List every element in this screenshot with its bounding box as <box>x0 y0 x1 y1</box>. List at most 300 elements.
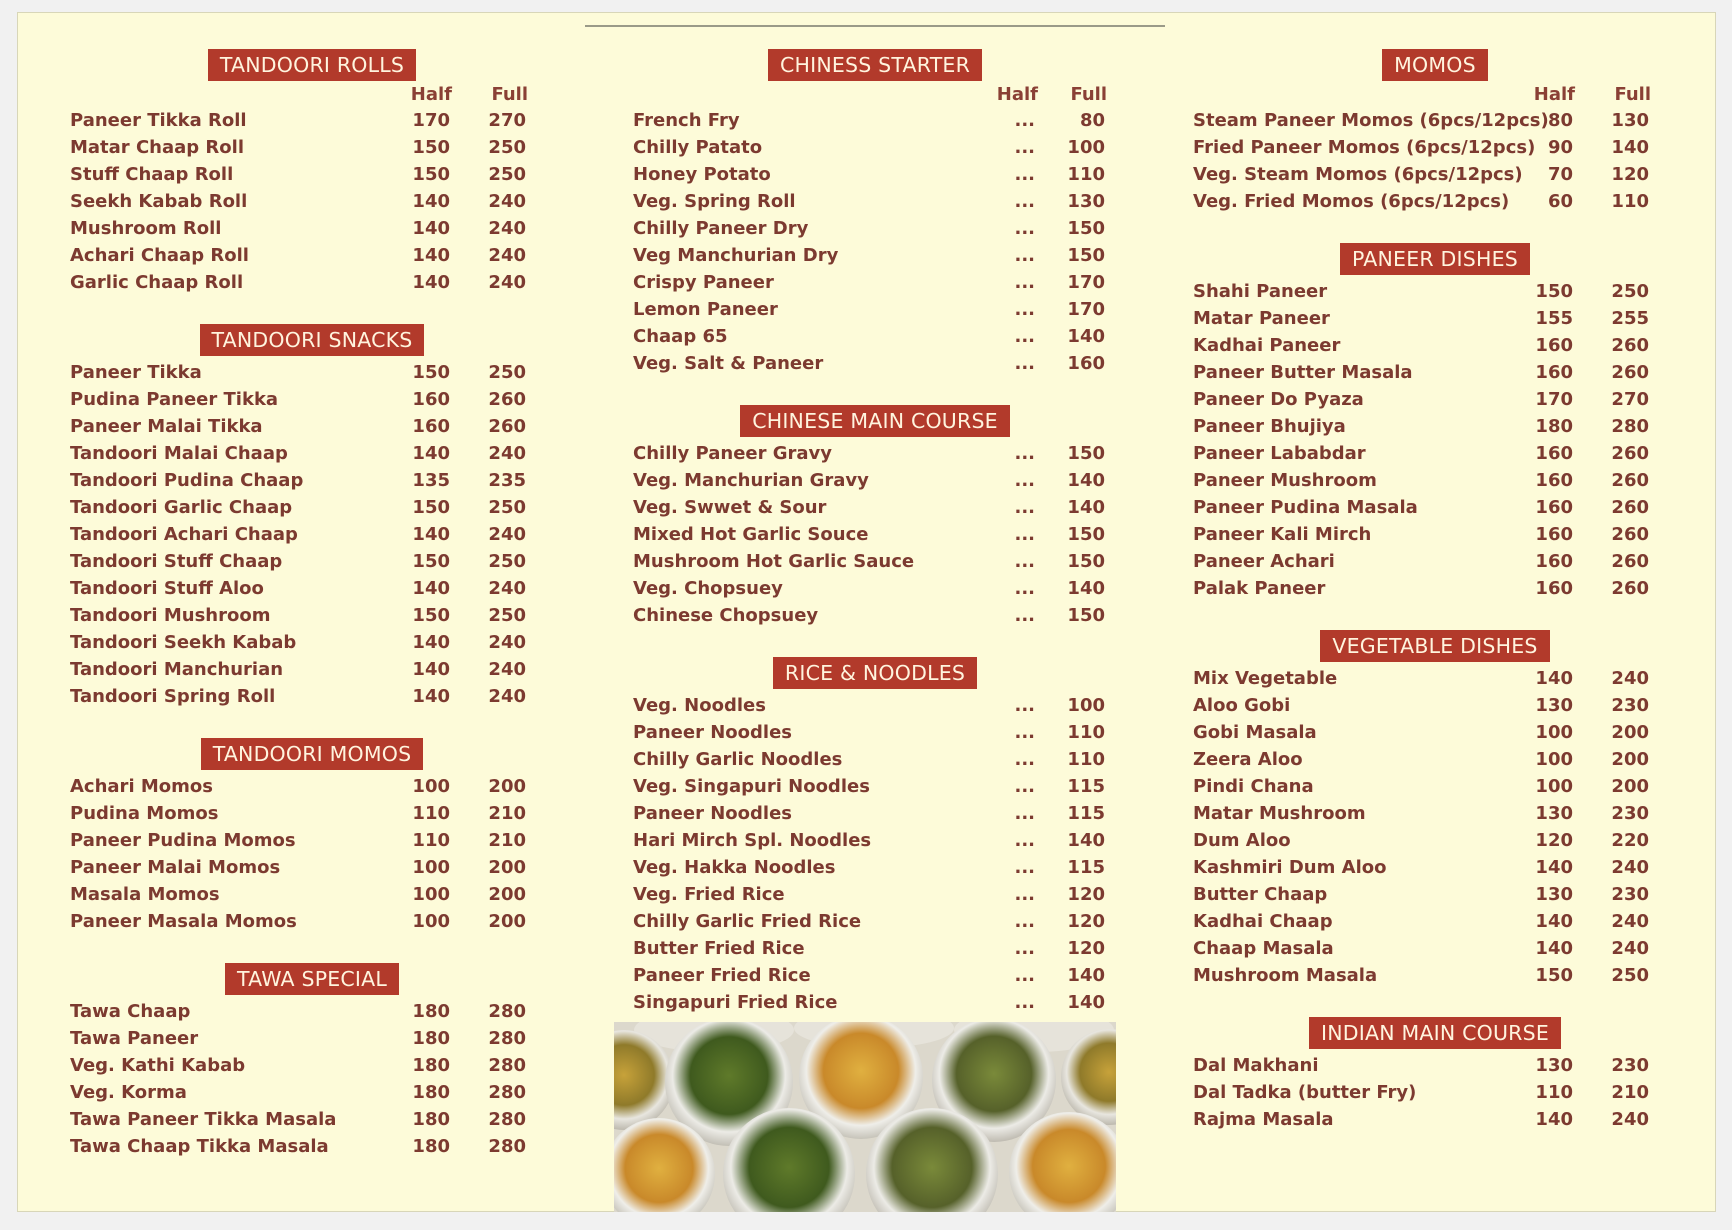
item-name: Garlic Chaap Roll <box>70 272 244 293</box>
menu-item <box>1175 440 1695 467</box>
menu-item <box>615 854 1135 881</box>
menu-item <box>615 602 1135 629</box>
item-name: Veg. Salt & Paneer <box>633 353 824 374</box>
half-price: 180 <box>412 1028 450 1049</box>
full-price: 100 <box>1067 695 1105 716</box>
item-name: Tandoori Manchurian <box>70 659 284 680</box>
half-price: 155 <box>1535 308 1573 329</box>
item-name: Veg. Manchurian Gravy <box>633 470 869 491</box>
half-price: ... <box>1014 578 1035 599</box>
menu-item <box>615 719 1135 746</box>
menu-item <box>615 296 1135 323</box>
half-header: Half <box>410 84 452 105</box>
menu-item <box>615 467 1135 494</box>
item-name: Matar Chaap Roll <box>70 137 244 158</box>
full-price: 140 <box>1067 965 1105 986</box>
menu-item <box>1175 386 1695 413</box>
full-price: 255 <box>1611 308 1649 329</box>
full-price: 150 <box>1067 218 1105 239</box>
menu-item <box>1175 548 1695 575</box>
menu-item <box>52 548 572 575</box>
item-name: Paneer Bhujiya <box>1193 416 1346 437</box>
food-bowls-image <box>614 1022 1116 1212</box>
menu-item <box>1175 134 1695 161</box>
menu-column-middle <box>615 49 1135 1016</box>
half-price: 110 <box>412 830 450 851</box>
full-price: 260 <box>1611 578 1649 599</box>
section-gap <box>52 296 572 324</box>
full-price: 120 <box>1611 164 1649 185</box>
menu-item <box>1175 521 1695 548</box>
half-price: 170 <box>412 110 450 131</box>
item-name: Chilly Paneer Dry <box>633 218 809 239</box>
item-name: Aloo Gobi <box>1193 695 1291 716</box>
section-title: PANEER DISHES <box>1340 243 1530 275</box>
full-price: 280 <box>488 1028 526 1049</box>
item-name: Tawa Paneer Tikka Masala <box>70 1109 337 1130</box>
full-price: 110 <box>1611 191 1649 212</box>
full-price: 240 <box>488 245 526 266</box>
menu-item <box>1175 188 1695 215</box>
half-price: 150 <box>1535 281 1573 302</box>
full-price: 130 <box>1067 191 1105 212</box>
menu-item <box>1175 107 1695 134</box>
menu-item <box>1175 467 1695 494</box>
item-name: Chaap Masala <box>1193 938 1334 959</box>
half-price: ... <box>1014 326 1035 347</box>
menu-item <box>1175 773 1695 800</box>
full-price: 110 <box>1067 164 1105 185</box>
item-name: Paneer Malai Momos <box>70 857 281 878</box>
full-price: 250 <box>1611 965 1649 986</box>
half-price: 160 <box>1535 551 1573 572</box>
full-price: 280 <box>488 1109 526 1130</box>
menu-item <box>615 908 1135 935</box>
half-price: 180 <box>412 1001 450 1022</box>
menu-item <box>1175 908 1695 935</box>
half-price: 130 <box>1535 1055 1573 1076</box>
full-price: 140 <box>1067 830 1105 851</box>
item-name: Honey Potato <box>633 164 771 185</box>
full-price: 110 <box>1067 749 1105 770</box>
section-rice-noodles <box>615 657 1135 1016</box>
full-price: 210 <box>488 803 526 824</box>
full-price: 240 <box>1611 857 1649 878</box>
item-name: Matar Mushroom <box>1193 803 1366 824</box>
item-name: Dal Makhani <box>1193 1055 1319 1076</box>
half-price: 150 <box>412 137 450 158</box>
full-price: 240 <box>488 632 526 653</box>
item-name: Mixed Hot Garlic Souce <box>633 524 869 545</box>
section-title-wrap <box>52 324 572 356</box>
half-price: 160 <box>1535 470 1573 491</box>
menu-item <box>52 440 572 467</box>
item-name: Tawa Chaap <box>70 1001 191 1022</box>
half-price: ... <box>1014 695 1035 716</box>
full-price: 170 <box>1067 299 1105 320</box>
full-price: 240 <box>488 578 526 599</box>
half-price: 100 <box>1535 722 1573 743</box>
full-price: 240 <box>1611 938 1649 959</box>
full-price: 270 <box>1611 389 1649 410</box>
section-title-wrap <box>1175 243 1695 275</box>
full-price: 240 <box>488 659 526 680</box>
menu-item <box>52 1079 572 1106</box>
item-name: Tandoori Mushroom <box>70 605 271 626</box>
half-price: 140 <box>412 632 450 653</box>
menu-item <box>52 1133 572 1160</box>
item-name: Chilly Garlic Noodles <box>633 749 843 770</box>
item-name: Dum Aloo <box>1193 830 1291 851</box>
menu-item <box>52 521 572 548</box>
half-price: 150 <box>412 605 450 626</box>
half-price: ... <box>1014 272 1035 293</box>
section-title: TAWA SPECIAL <box>225 963 399 995</box>
full-price: 240 <box>488 686 526 707</box>
full-price: 115 <box>1067 803 1105 824</box>
full-price: 280 <box>488 1001 526 1022</box>
item-name: Butter Fried Rice <box>633 938 805 959</box>
menu-item <box>615 107 1135 134</box>
full-price: 230 <box>1611 1055 1649 1076</box>
menu-item <box>52 1106 572 1133</box>
menu-item <box>1175 1106 1695 1133</box>
half-price: 160 <box>412 416 450 437</box>
half-price: 100 <box>412 776 450 797</box>
menu-item <box>52 413 572 440</box>
menu-column-right <box>1175 49 1695 1133</box>
menu-item <box>52 107 572 134</box>
full-price: 240 <box>488 524 526 545</box>
item-name: Paneer Noodles <box>633 803 793 824</box>
full-price: 240 <box>488 191 526 212</box>
menu-item <box>615 692 1135 719</box>
half-price: 100 <box>412 911 450 932</box>
full-price: 160 <box>1067 353 1105 374</box>
section-gap <box>52 710 572 738</box>
section-paneer-dishes <box>1175 243 1695 602</box>
menu-item <box>52 773 572 800</box>
half-price: ... <box>1014 353 1035 374</box>
menu-item <box>52 1052 572 1079</box>
half-price: 160 <box>1535 524 1573 545</box>
full-price: 250 <box>1611 281 1649 302</box>
full-price: 150 <box>1067 245 1105 266</box>
menu-item <box>1175 800 1695 827</box>
item-name: Lemon Paneer <box>633 299 778 320</box>
half-price: 130 <box>1535 884 1573 905</box>
item-name: Paneer Noodles <box>633 722 793 743</box>
section-title-wrap <box>615 49 1135 81</box>
full-price: 140 <box>1067 992 1105 1013</box>
menu-item <box>52 215 572 242</box>
menu-item <box>615 440 1135 467</box>
menu-item <box>1175 278 1695 305</box>
full-price: 140 <box>1067 497 1105 518</box>
item-name: Paneer Butter Masala <box>1193 362 1413 383</box>
full-price: 220 <box>1611 830 1649 851</box>
item-name: Mushroom Roll <box>70 218 222 239</box>
full-price: 150 <box>1067 551 1105 572</box>
menu-item <box>52 494 572 521</box>
half-price: ... <box>1014 605 1035 626</box>
half-price: 160 <box>1535 497 1573 518</box>
item-name: Paneer Tikka <box>70 362 202 383</box>
full-price: 140 <box>1067 578 1105 599</box>
menu-item <box>52 161 572 188</box>
menu-item <box>615 881 1135 908</box>
menu-item <box>615 746 1135 773</box>
section-momos <box>1175 49 1695 215</box>
item-name: Pudina Paneer Tikka <box>70 389 279 410</box>
half-price: ... <box>1014 191 1035 212</box>
full-price: 260 <box>488 416 526 437</box>
half-price: ... <box>1014 245 1035 266</box>
menu-item <box>1175 413 1695 440</box>
full-price: 120 <box>1067 938 1105 959</box>
half-price: 150 <box>1535 965 1573 986</box>
price-column-header <box>1175 81 1695 107</box>
menu-item <box>1175 881 1695 908</box>
item-name: Paneer Malai Tikka <box>70 416 263 437</box>
item-name: Paneer Kali Mirch <box>1193 524 1372 545</box>
half-price: 140 <box>1535 668 1573 689</box>
half-price: ... <box>1014 137 1035 158</box>
section-title: TANDOORI MOMOS <box>201 738 424 770</box>
half-price: 100 <box>1535 749 1573 770</box>
half-price: 160 <box>1535 362 1573 383</box>
section-title-wrap <box>1175 1017 1695 1049</box>
section-gap <box>615 377 1135 405</box>
menu-item <box>1175 962 1695 989</box>
menu-item <box>1175 854 1695 881</box>
item-name: Butter Chaap <box>1193 884 1328 905</box>
full-price: 250 <box>488 497 526 518</box>
item-name: Tandoori Stuff Aloo <box>70 578 264 599</box>
half-price: 140 <box>412 659 450 680</box>
menu-item <box>615 989 1135 1016</box>
item-name: Veg. Swwet & Sour <box>633 497 827 518</box>
half-price: ... <box>1014 830 1035 851</box>
full-price: 200 <box>1611 749 1649 770</box>
half-price: 120 <box>1535 830 1573 851</box>
item-name: Rajma Masala <box>1193 1109 1334 1130</box>
item-name: Veg. Hakka Noodles <box>633 857 836 878</box>
full-price: 150 <box>1067 524 1105 545</box>
half-price: 160 <box>1535 578 1573 599</box>
section-title-wrap <box>615 405 1135 437</box>
full-price: 260 <box>1611 551 1649 572</box>
item-name: Mushroom Hot Garlic Sauce <box>633 551 915 572</box>
menu-item <box>1175 161 1695 188</box>
price-column-header <box>52 81 572 107</box>
section-title-wrap <box>52 738 572 770</box>
full-price: 115 <box>1067 776 1105 797</box>
full-price: 120 <box>1067 884 1105 905</box>
item-name: Veg Manchurian Dry <box>633 245 839 266</box>
full-price: 280 <box>488 1055 526 1076</box>
item-name: Achari Momos <box>70 776 213 797</box>
full-price: 250 <box>488 362 526 383</box>
half-price: 140 <box>1535 938 1573 959</box>
half-price: 100 <box>1535 776 1573 797</box>
section-tandoori-momos <box>52 738 572 935</box>
menu-item <box>1175 827 1695 854</box>
item-name: Veg. Fried Momos (6pcs/12pcs) <box>1193 191 1510 212</box>
menu-item <box>52 1025 572 1052</box>
fold-line <box>585 25 1165 27</box>
item-name: Tandoori Garlic Chaap <box>70 497 293 518</box>
menu-item <box>615 773 1135 800</box>
menu-item <box>1175 692 1695 719</box>
half-price: 180 <box>412 1055 450 1076</box>
full-price: 270 <box>488 110 526 131</box>
half-price: 150 <box>412 551 450 572</box>
half-price: 160 <box>412 389 450 410</box>
item-name: Tandoori Achari Chaap <box>70 524 298 545</box>
half-price: 140 <box>412 524 450 545</box>
half-price: 110 <box>1535 1082 1573 1103</box>
full-price: 140 <box>1067 326 1105 347</box>
item-name: Tawa Paneer <box>70 1028 199 1049</box>
menu-item <box>615 962 1135 989</box>
item-name: Pindi Chana <box>1193 776 1314 797</box>
full-price: 280 <box>488 1136 526 1157</box>
item-name: Singapuri Fried Rice <box>633 992 838 1013</box>
section-tandoori-snacks <box>52 324 572 710</box>
menu-item <box>52 827 572 854</box>
full-header: Full <box>1070 84 1107 105</box>
item-name: Matar Paneer <box>1193 308 1330 329</box>
section-title: CHINESE MAIN COURSE <box>740 405 1010 437</box>
full-price: 240 <box>488 272 526 293</box>
item-name: Veg. Fried Rice <box>633 884 785 905</box>
half-price: 180 <box>412 1136 450 1157</box>
item-name: Paneer Tikka Roll <box>70 110 247 131</box>
menu-item <box>615 800 1135 827</box>
section-title: TANDOORI SNACKS <box>200 324 425 356</box>
item-name: Veg. Steam Momos (6pcs/12pcs) <box>1193 164 1523 185</box>
menu-item <box>615 188 1135 215</box>
full-price: 280 <box>1611 416 1649 437</box>
full-price: 140 <box>1067 470 1105 491</box>
menu-item <box>52 854 572 881</box>
item-name: Pudina Momos <box>70 803 219 824</box>
full-price: 120 <box>1067 911 1105 932</box>
half-price: ... <box>1014 551 1035 572</box>
menu-item <box>1175 1079 1695 1106</box>
item-name: Palak Paneer <box>1193 578 1326 599</box>
menu-item <box>52 575 572 602</box>
half-price: 130 <box>1535 695 1573 716</box>
menu-item <box>1175 935 1695 962</box>
menu-item <box>52 467 572 494</box>
half-price: 140 <box>412 272 450 293</box>
menu-item <box>52 134 572 161</box>
half-price: ... <box>1014 938 1035 959</box>
menu-item <box>615 323 1135 350</box>
half-price: 140 <box>412 686 450 707</box>
half-price: ... <box>1014 299 1035 320</box>
half-price: ... <box>1014 776 1035 797</box>
menu-item <box>52 602 572 629</box>
full-price: 260 <box>1611 335 1649 356</box>
menu-item <box>1175 665 1695 692</box>
item-name: French Fry <box>633 110 740 131</box>
item-name: Chilly Patato <box>633 137 763 158</box>
menu-item <box>615 161 1135 188</box>
item-name: Gobi Masala <box>1193 722 1317 743</box>
full-price: 150 <box>1067 605 1105 626</box>
full-price: 240 <box>488 443 526 464</box>
half-price: ... <box>1014 992 1035 1013</box>
item-name: Chaap 65 <box>633 326 728 347</box>
item-name: Steam Paneer Momos (6pcs/12pcs) <box>1193 110 1549 131</box>
item-name: Dal Tadka (butter Fry) <box>1193 1082 1417 1103</box>
menu-item <box>615 827 1135 854</box>
half-price: ... <box>1014 722 1035 743</box>
menu-item <box>52 998 572 1025</box>
full-price: 280 <box>488 1082 526 1103</box>
item-name: Chinese Chopsuey <box>633 605 819 626</box>
item-name: Paneer Lababdar <box>1193 443 1366 464</box>
half-price: 140 <box>412 443 450 464</box>
full-price: 200 <box>488 884 526 905</box>
item-name: Veg. Singapuri Noodles <box>633 776 870 797</box>
half-header: Half <box>1533 84 1575 105</box>
half-price: 180 <box>412 1109 450 1130</box>
section-title-wrap <box>52 49 572 81</box>
full-price: 100 <box>1067 137 1105 158</box>
section-title: RICE & NOODLES <box>773 657 977 689</box>
menu-item <box>615 935 1135 962</box>
menu-item <box>1175 719 1695 746</box>
full-price: 240 <box>1611 668 1649 689</box>
half-price: 150 <box>412 164 450 185</box>
menu-column-left <box>52 49 572 1160</box>
item-name: Tawa Chaap Tikka Masala <box>70 1136 329 1157</box>
menu-item <box>52 188 572 215</box>
full-price: 240 <box>488 218 526 239</box>
menu-item <box>1175 305 1695 332</box>
half-price: ... <box>1014 443 1035 464</box>
menu-item <box>52 386 572 413</box>
half-price: ... <box>1014 911 1035 932</box>
half-price: 70 <box>1547 164 1573 185</box>
section-title: MOMOS <box>1382 49 1488 81</box>
full-price: 250 <box>488 551 526 572</box>
item-name: Paneer Do Pyaza <box>1193 389 1364 410</box>
item-name: Veg. Noodles <box>633 695 766 716</box>
half-price: ... <box>1014 965 1035 986</box>
section-gap <box>1175 215 1695 243</box>
full-price: 250 <box>488 137 526 158</box>
item-name: Veg. Spring Roll <box>633 191 796 212</box>
full-price: 230 <box>1611 884 1649 905</box>
full-price: 140 <box>1611 137 1649 158</box>
menu-item <box>52 629 572 656</box>
menu-item <box>1175 746 1695 773</box>
item-name: Masala Momos <box>70 884 220 905</box>
menu-item <box>52 908 572 935</box>
section-title: VEGETABLE DISHES <box>1320 630 1549 662</box>
full-price: 200 <box>1611 722 1649 743</box>
full-price: 170 <box>1067 272 1105 293</box>
menu-item <box>52 683 572 710</box>
half-price: 80 <box>1547 110 1573 131</box>
half-price: 100 <box>412 884 450 905</box>
menu-item <box>52 359 572 386</box>
